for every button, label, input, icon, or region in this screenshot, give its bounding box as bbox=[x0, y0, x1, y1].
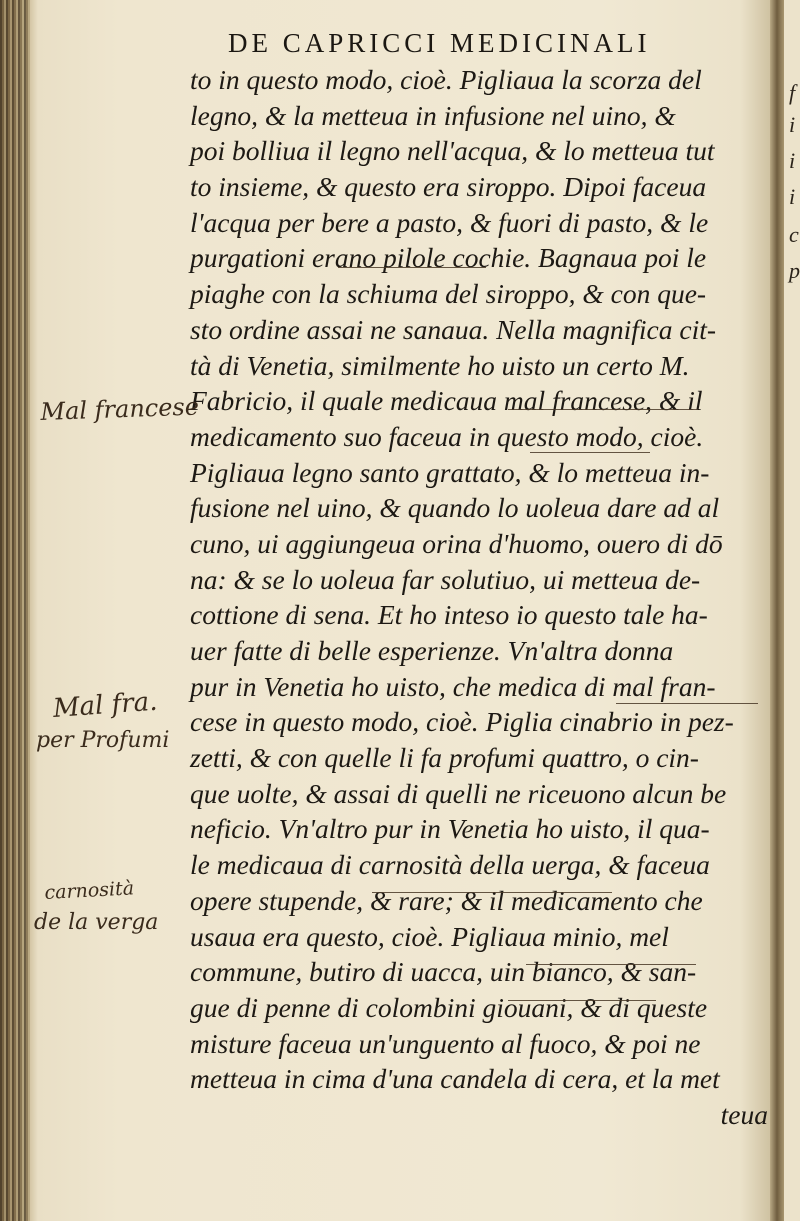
catchword: teua bbox=[720, 1098, 768, 1130]
text-line: le medicaua di carnosità della uerga, & faceua bbox=[190, 849, 710, 881]
book-gutter bbox=[770, 0, 784, 1221]
text-line: metteua in cima d'una candela di cera, et la met bbox=[190, 1063, 720, 1095]
text-line: neficio. Vn'altro pur in Venetia ho uisto, il qua- bbox=[190, 813, 710, 845]
text-line: commune, butiro di uacca, uin bianco, & san- bbox=[190, 956, 697, 988]
text-line: uer fatte di belle esperienze. Vn'altra donna bbox=[190, 635, 674, 666]
text-line: piaghe con la schiuma del siroppo, & con que- bbox=[190, 278, 707, 310]
handwritten-underline bbox=[530, 452, 650, 453]
facing-page-letter: c bbox=[789, 222, 799, 247]
text-line: tà di Venetia, similmente ho uisto un certo M. bbox=[190, 349, 690, 381]
text-line: Pigliaua legno santo grattato, & lo metteua in- bbox=[190, 456, 710, 488]
text-line: Fabricio, il quale medicaua mal francese, & il bbox=[190, 385, 703, 417]
handwritten-underline bbox=[372, 892, 612, 893]
handwritten-underline bbox=[508, 409, 698, 410]
facing-page-letter: p bbox=[789, 258, 800, 283]
handwritten-underline bbox=[526, 964, 696, 965]
text-line: cuno, ui aggiungeua orina d'huomo, ouero di dō bbox=[190, 527, 723, 559]
text-line: na: & se lo uoleua far solutiuo, ui metteua de- bbox=[190, 563, 701, 595]
text-line: usaua era questo, cioè. Pigliaua minio, mel bbox=[190, 920, 669, 952]
left-page-edges bbox=[0, 0, 30, 1221]
text-line: que uolte, & assai di quelli ne riceuono alcun be bbox=[190, 777, 727, 809]
text-line: gue di penne di colombini giouani, & di queste bbox=[190, 991, 708, 1023]
marginal-note: de la verga bbox=[34, 910, 159, 935]
handwritten-underline bbox=[508, 1000, 656, 1001]
text-line: legno, & la metteua in infusione nel uino, & bbox=[190, 99, 676, 131]
facing-page-letter: i bbox=[789, 184, 796, 209]
handwritten-underline bbox=[338, 267, 486, 268]
marginal-note: per Profumi bbox=[36, 728, 170, 753]
text-line: misture faceua un'unguento al fuoco, & poi ne bbox=[190, 1027, 701, 1059]
text-line: opere stupende, & rare; & il medicamento che bbox=[190, 884, 703, 916]
text-line: poi bolliua il legno nell'acqua, & lo metteua tut bbox=[190, 135, 715, 167]
body-text bbox=[190, 62, 768, 1133]
facing-page-letter: f bbox=[789, 80, 796, 105]
marginal-note: Mal fra. bbox=[52, 686, 159, 724]
text-line: cese in questo modo, cioè. Piglia cinabrio in pez- bbox=[190, 706, 734, 738]
text-line: zetti, & con quelle li fa profumi quattro, o cin- bbox=[190, 742, 699, 774]
text-line: to insieme, & questo era siroppo. Dipoi faceua bbox=[190, 171, 707, 203]
text-line: to in questo modo, cioè. Pigliaua la scorza del bbox=[190, 64, 702, 95]
marginal-note: Mal francese bbox=[40, 392, 200, 426]
handwritten-underline bbox=[616, 703, 758, 704]
text-line: l'acqua per bere a pasto, & fuori di pasto, & le bbox=[190, 206, 709, 238]
text-line: pur in Venetia ho uisto, che medica di mal fran- bbox=[190, 670, 716, 702]
running-title: DE CAPRICCI MEDICINALI bbox=[228, 28, 651, 58]
facing-page-letter: i bbox=[789, 112, 796, 137]
text-line: fusione nel uino, & quando lo uoleua dare ad al bbox=[190, 492, 720, 524]
facing-page-letter: i bbox=[789, 148, 796, 173]
text-line: cottione di sena. Et ho inteso io questo tale ha- bbox=[190, 599, 708, 631]
text-line: sto ordine assai ne sanaua. Nella magnifica cit- bbox=[190, 313, 717, 345]
marginal-note: carnosità bbox=[44, 877, 135, 904]
text-line: medicamento suo faceua in questo modo, cioè. bbox=[190, 420, 704, 452]
text-line: purgationi erano pilole cochie. Bagnaua poi le bbox=[190, 242, 707, 274]
